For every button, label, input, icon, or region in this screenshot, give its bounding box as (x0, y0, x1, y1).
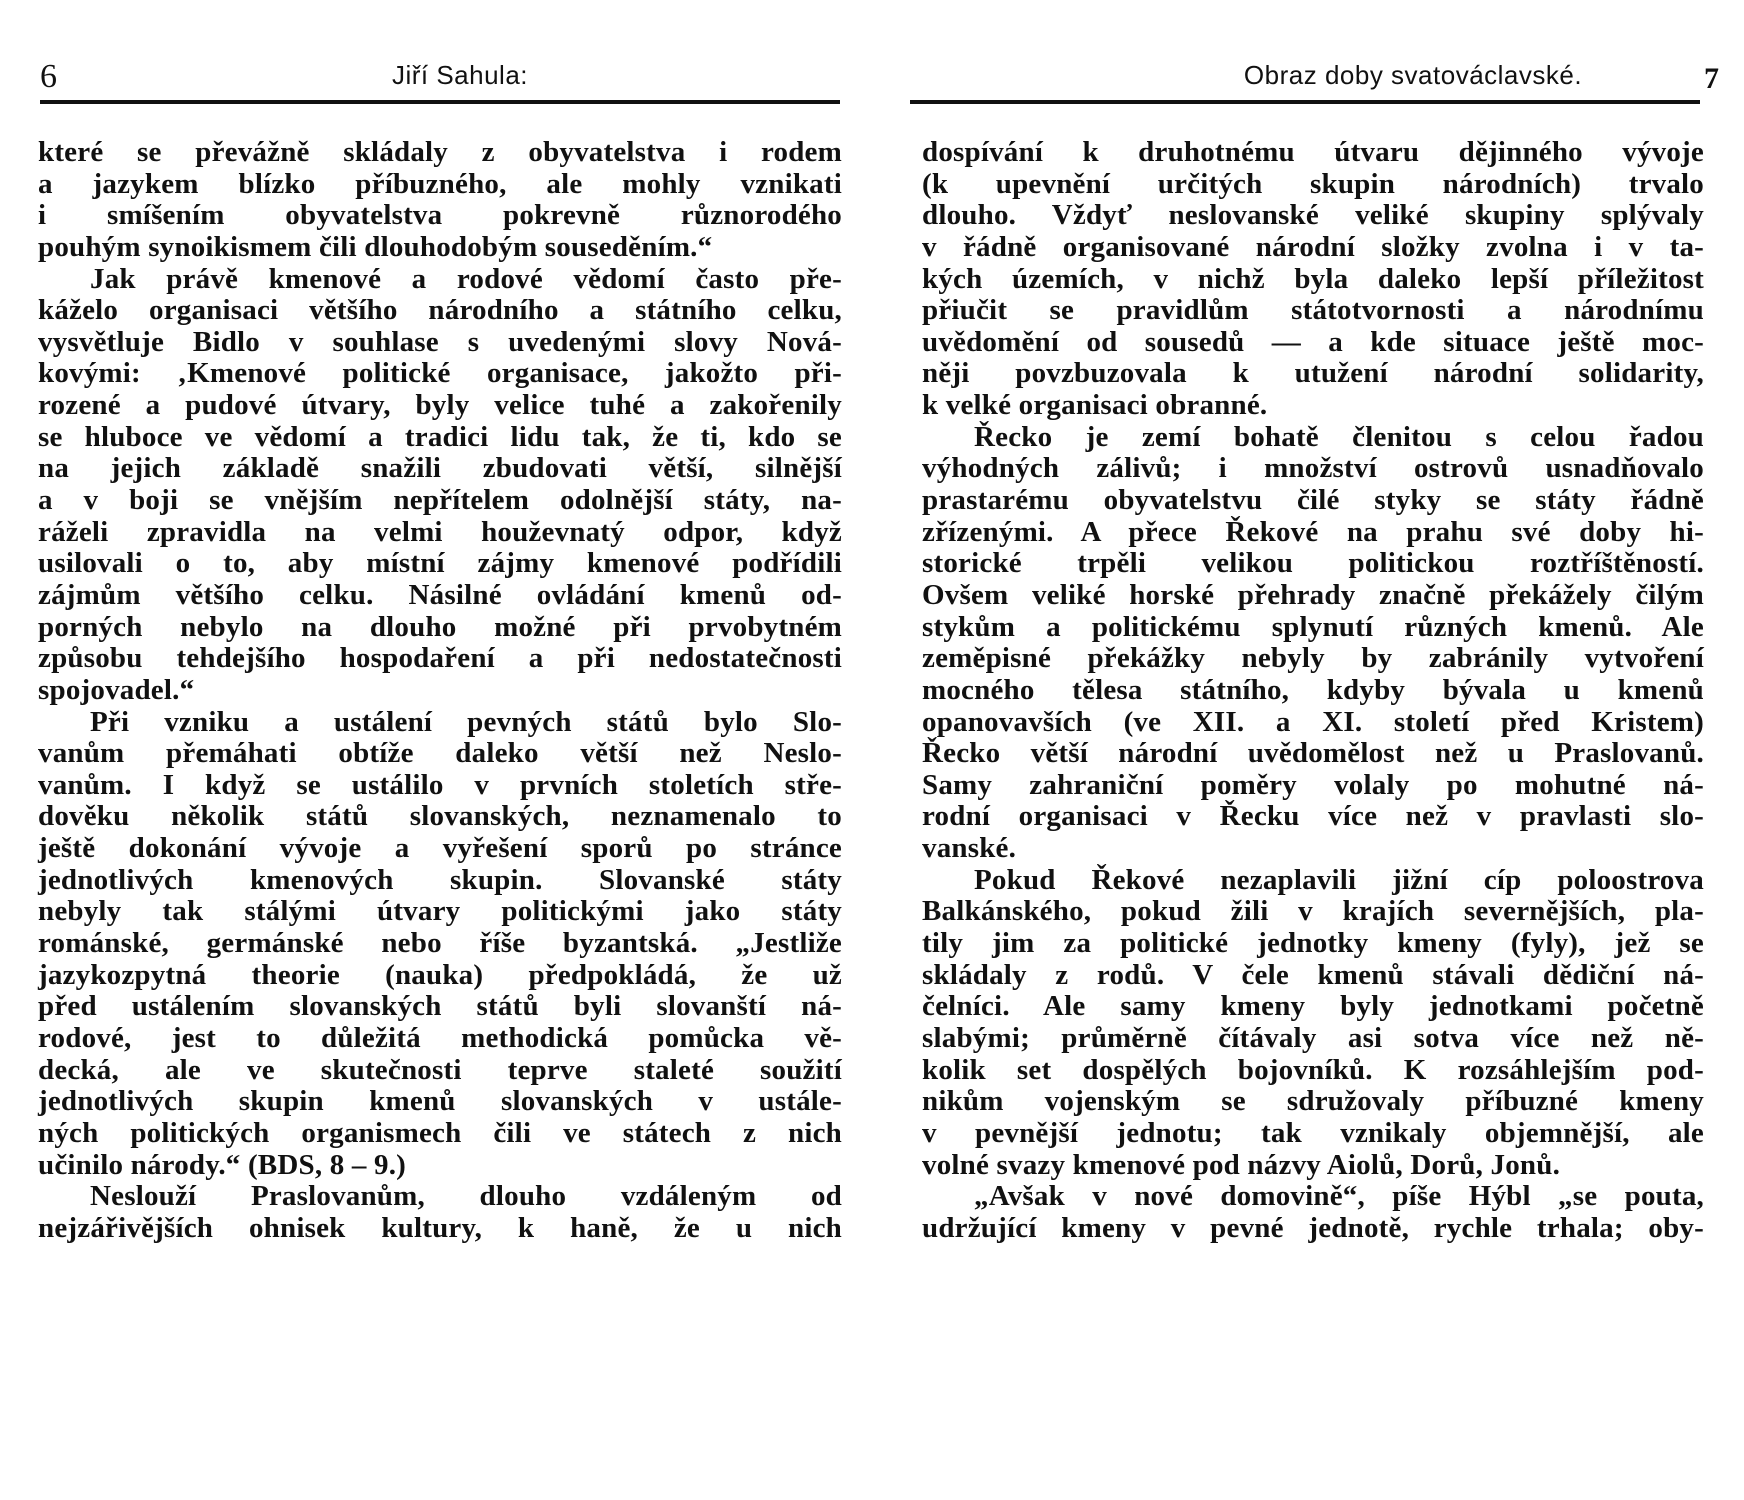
text-line: před ustálením slovanských států byli slovanští ná- (38, 990, 842, 1023)
text-line: ných politických organismech čili ve státech z nich (38, 1116, 842, 1149)
text-line: vysvětluje Bidlo v souhlase s uvedenými slovy Nová- (38, 325, 842, 358)
text-line: nejzářivějších ohnisek kultury, k haně, že u nich (38, 1211, 842, 1244)
text-line: rodové, jest to důležitá methodická pomůcka vě- (38, 1021, 842, 1054)
page-number: 7 (1704, 62, 1719, 95)
text-line: něji povzbuzovala k utužení národní solidarity, (922, 357, 1704, 390)
text-line: Ovšem veliké horské přehrady značně překážely čilým (922, 578, 1704, 611)
text-line: kovými: ‚Kmenové politické organisace, jakožto při- (38, 357, 842, 390)
text-line: mocného tělesa státního, kdyby bývala u kmenů (922, 673, 1704, 706)
text-line: uvědomění od sousedů — a kde situace ještě moc- (922, 325, 1704, 358)
running-head: Obraz doby svatováclavské. (1243, 60, 1583, 90)
text-line: káželo organisaci většího národního a státního celku, (38, 294, 842, 327)
text-line: i smíšením obyvatelstva pokrevně různorodého (38, 199, 842, 232)
text-column (38, 137, 842, 1244)
text-line: nebyly tak stálými útvary politickými jako státy (38, 895, 842, 928)
text-line: zeměpisné překážky nebyly by zabránily vytvoření (922, 642, 1704, 675)
text-line: Balkánského, pokud žili v krajích severnějších, pla- (922, 895, 1704, 928)
text-line: usilovali o to, aby místní zájmy kmenové podřídili (38, 547, 842, 580)
text-line: zřízenými. A přece Řekové na prahu své doby hi- (922, 515, 1704, 548)
text-line: rodní organisaci v Řecku více než v pravlasti slo- (922, 800, 1704, 833)
text-line: slabými; průměrně čítávaly asi sotva více než ně- (922, 1021, 1704, 1054)
text-line: čelníci. Ale samy kmeny byly jednotkami početně (922, 990, 1704, 1023)
text-line: jednotlivých kmenových skupin. Slovanské státy (38, 863, 842, 896)
text-line: způsobu tehdejšího hospodaření a při nedostatečnosti (38, 642, 842, 675)
text-line: tily jim za politické jednotky kmeny (fyly), jež se (922, 927, 1704, 960)
text-line: ráželi zpravidla na velmi houževnatý odpor, když (38, 515, 842, 548)
text-line: v řádně organisované národní složky zvolna i v ta- (922, 230, 1704, 263)
text-line: decká, ale ve skutečnosti teprve staleté soužití (38, 1053, 842, 1086)
text-line: které se převážně skládaly z obyvatelstva i rodem (38, 136, 842, 168)
text-line: přiučit se pravidlům státotvornosti a národnímu (922, 294, 1704, 327)
text-line: prastarému obyvatelstvu čilé styky se státy řádně (922, 484, 1704, 517)
text-line: porných nebylo na dlouho možné při prvobytném (38, 610, 842, 643)
text-line: vanské. (922, 832, 1017, 865)
page-number: 6 (40, 58, 57, 95)
text-line: na jejich základě snažili zbudovati větší, silnější (38, 452, 842, 485)
text-line: učinilo národy.“ (BDS, 8 – 9.) (38, 1148, 407, 1181)
text-line: v pevnější jednotu; tak vznikaly objemnější, ale (922, 1116, 1704, 1149)
text-line: dospívání k druhotnému útvaru dějinného vývoje (922, 136, 1704, 168)
text-line: Samy zahraniční poměry volaly po mohutné ná- (922, 768, 1704, 801)
header-rule (40, 100, 840, 104)
text-line: dlouho. Vždyť neslovanské veliké skupiny splývaly (922, 199, 1704, 232)
text-line: kolik set dospělých bojovníků. K rozsáhlejším pod- (922, 1053, 1704, 1086)
text-line: stykům a politickému splynutí různých kmenů. Ale (922, 610, 1704, 643)
text-line: spojovadel.“ (38, 673, 195, 706)
running-head: Jiří Sahula: (391, 60, 529, 90)
text-line: volné svazy kmenové pod názvy Aiolů, Dorů, Jonů. (922, 1148, 1561, 1181)
text-column (922, 137, 1704, 1244)
text-line: jednotlivých skupin kmenů slovanských v ustále- (38, 1085, 842, 1118)
text-line: rozené a pudové útvary, byly velice tuhé a zakořenily (38, 389, 842, 422)
text-line: a jazykem blízko příbuzného, ale mohly vznikati (38, 167, 842, 200)
text-line: pouhým synoikismem čili dlouhodobým souseděním.“ (38, 230, 713, 263)
text-line: storické trpěli velikou politickou roztříštěností. (922, 547, 1704, 580)
text-line: vanům přemáhati obtíže daleko větší než Neslo- (38, 737, 842, 770)
text-line: kých územích, v nichž byla daleko lepší příležitost (922, 262, 1704, 295)
right-page (872, 0, 1744, 1500)
text-line: skládaly z rodů. V čele kmenů stávali dědiční ná- (922, 958, 1704, 991)
text-line: výhodných zálivů; i množství ostrovů usnadňovalo (922, 452, 1704, 485)
text-line: ještě dokonání vývoje a vyřešení sporů po stránce (38, 832, 842, 865)
text-line: udržující kmeny v pevné jednotě, rychle trhala; oby- (922, 1211, 1704, 1244)
text-line: a v boji se vnějším nepřítelem odolnější státy, na- (38, 484, 842, 517)
text-line: románské, germánské nebo říše byzantská. „Jestliže (38, 927, 842, 960)
text-line: Řecko je zemí bohatě členitou s celou řadou (974, 420, 1704, 453)
text-line: se hluboce ve vědomí a tradici lidu tak, že ti, kdo se (38, 420, 842, 453)
text-line: nikům vojenským se sdružovaly příbuzné kmeny (922, 1085, 1704, 1118)
text-line: jazykozpytná theorie (nauka) předpokládá, že už (38, 958, 842, 991)
text-line: zájmům většího celku. Násilné ovládání kmenů od- (38, 578, 842, 611)
text-line: vanům. I když se ustálilo v prvních stoletích stře- (38, 768, 842, 801)
text-line: Při vzniku a ustálení pevných států bylo Slo- (90, 705, 842, 738)
text-line: Řecko větší národní uvědomělost než u Praslovanů. (922, 737, 1704, 770)
header-rule (910, 100, 1700, 104)
text-line: k velké organisaci obranné. (922, 389, 1268, 422)
text-line: dověku několik států slovanských, neznamenalo to (38, 800, 842, 833)
text-line: Neslouží Praslovanům, dlouho vzdáleným od (90, 1180, 842, 1213)
text-line: „Avšak v nové domovině“, píše Hýbl „se pouta, (974, 1180, 1704, 1213)
text-line: opanovavších (ve XII. a XI. století před Kristem) (922, 705, 1704, 738)
text-line: Jak právě kmenové a rodové vědomí často pře- (90, 262, 842, 295)
text-line: (k upevnění určitých skupin národních) trvalo (922, 167, 1704, 200)
text-line: Pokud Řekové nezaplavili jižní cíp poloostrova (974, 863, 1704, 896)
